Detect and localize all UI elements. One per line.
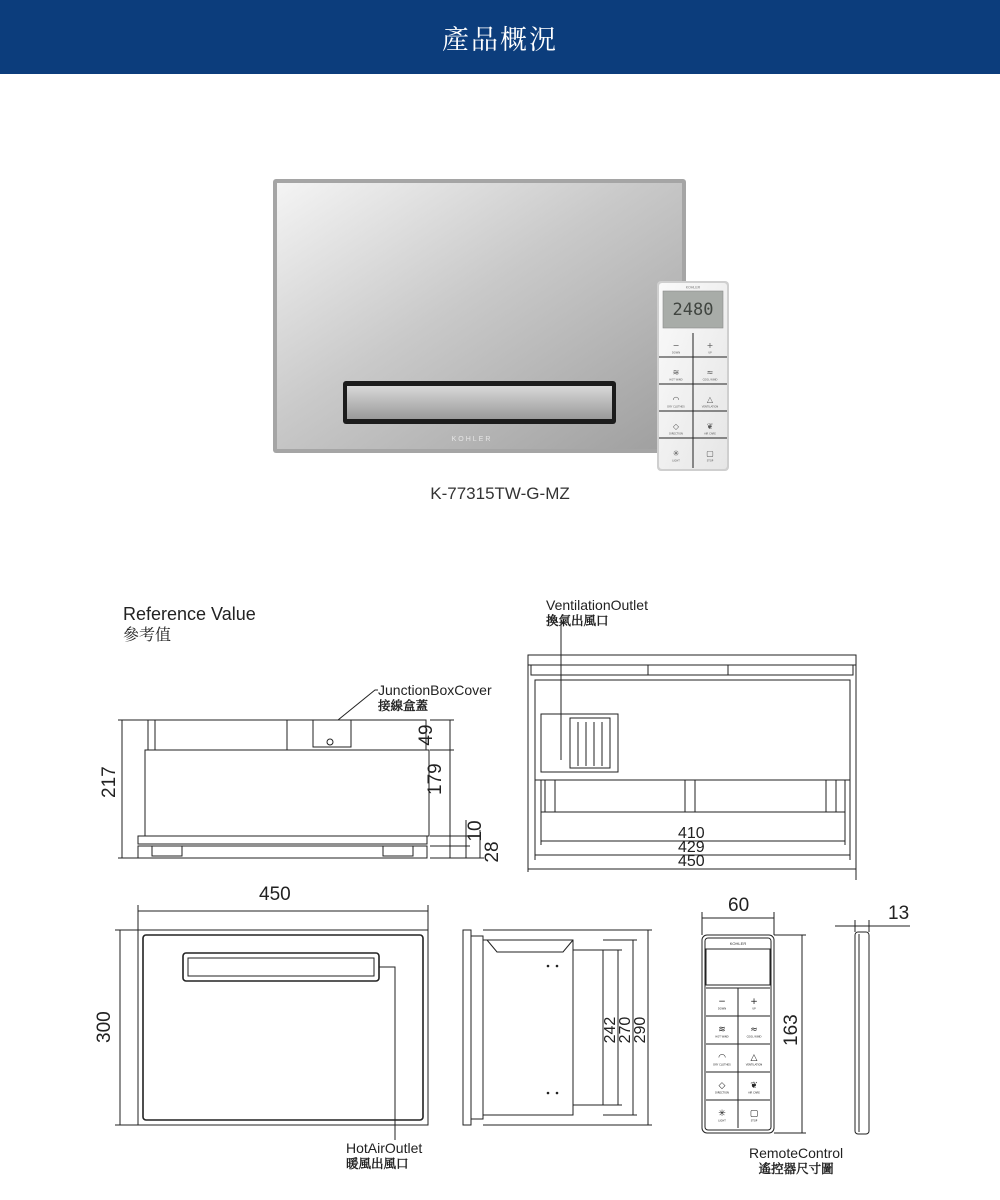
page-title: 產品概況 [442, 24, 558, 56]
remote-button-label: UP [752, 1007, 756, 1011]
remote-button-label: DOWN [671, 351, 681, 355]
remote-button-icon: ▢ [706, 449, 714, 458]
remote-button-label: VENTILATION [701, 405, 719, 409]
dim-bottom-height: 300 [94, 1011, 115, 1043]
dim-side-base: 28 [482, 841, 503, 863]
remote-button-icon: + [706, 341, 714, 350]
remote-dimension-drawing [702, 912, 910, 1134]
ventilation-outlet-callout: VentilationOutlet 換氣出風口 [546, 597, 648, 628]
remote-button-icon: ◇ [672, 422, 680, 431]
dim-end-c: 290 [632, 1016, 649, 1044]
remote-button-icon: ✳ [718, 1109, 726, 1119]
remote-button-label: DIRECTION [669, 432, 683, 436]
remote-button-icon: ✳ [672, 449, 680, 458]
remote-button-icon: ≈ [706, 368, 714, 377]
remote-button-label: LIGHT [672, 459, 680, 463]
remote-button-icon: ◠ [718, 1053, 726, 1063]
bottom-view-drawing [115, 905, 428, 1140]
remote-button-icon: + [750, 997, 758, 1007]
dim-side-height: 217 [99, 766, 120, 798]
remote-button-icon: ◇ [718, 1081, 726, 1091]
dim-end-b: 270 [617, 1016, 634, 1044]
model-number: K-77315TW-G-MZ [430, 484, 570, 503]
dim-side-flange: 10 [465, 820, 486, 842]
dim-end-a: 242 [602, 1016, 619, 1044]
dim-front-inner: 410 [678, 825, 705, 842]
remote-button-label: LIGHT [718, 1119, 726, 1123]
dim-side-upper: 49 [416, 724, 437, 746]
reference-value-label: Reference Value 參考值 [123, 604, 256, 644]
remote-button-label: UP [708, 351, 712, 355]
remote-button-icon: ❦ [706, 422, 714, 431]
remote-button-icon: ≋ [718, 1025, 726, 1035]
svg-text:KOHLER: KOHLER [685, 285, 701, 290]
remote-control-callout: RemoteControl 遙控器尺寸圖 [749, 1145, 844, 1176]
remote-button-label: STOP [750, 1119, 758, 1123]
remote-button-label: STOP [706, 459, 714, 463]
dim-front-outer: 450 [678, 853, 705, 870]
hot-air-outlet-callout: HotAirOutlet 暖風出風口 [346, 1140, 423, 1171]
junction-box-cover-callout: JunctionBoxCover 接線盒蓋 [378, 682, 492, 713]
remote-button-label: DRY CLOTHES [667, 405, 685, 409]
dim-bottom-width: 450 [259, 884, 291, 905]
panel-brand-mark: KOHLER [451, 436, 493, 443]
remote-image [657, 281, 729, 471]
remote-button-icon: ❦ [750, 1081, 758, 1091]
remote-button-icon: − [718, 997, 726, 1007]
remote-button-label: DIRECTION [715, 1091, 729, 1095]
remote-button-label: AIR CARE [748, 1091, 760, 1095]
remote-button-icon: ≋ [672, 368, 680, 377]
remote-button-label: DRY CLOTHES [713, 1063, 731, 1067]
remote-button-label: HOT WIND [715, 1035, 729, 1039]
remote-button-label: AIR CARE [704, 432, 716, 436]
remote-button-label: COOL WIND [746, 1035, 762, 1039]
remote-button-label: COOL WIND [702, 378, 718, 382]
remote-button-label: VENTILATION [745, 1063, 763, 1067]
remote-button-icon: ◠ [672, 395, 680, 404]
remote-button-icon: ▢ [749, 1109, 759, 1119]
heater-panel-image [273, 179, 686, 453]
dim-remote-depth: 13 [888, 903, 910, 924]
dim-remote-height: 163 [781, 1014, 802, 1046]
svg-text:KOHLER: KOHLER [729, 941, 747, 946]
remote-button-icon: ≈ [750, 1025, 758, 1035]
remote-button-label: DOWN [717, 1007, 727, 1011]
remote-button-icon: − [672, 341, 680, 350]
remote-display-value: 2480 [672, 300, 714, 320]
dim-remote-width: 60 [728, 895, 750, 916]
dim-side-body: 179 [425, 763, 446, 795]
remote-button-icon: △ [706, 395, 714, 404]
remote-button-icon: △ [750, 1053, 758, 1063]
dim-front-mid: 429 [678, 839, 705, 856]
remote-button-label: HOT WIND [669, 378, 683, 382]
